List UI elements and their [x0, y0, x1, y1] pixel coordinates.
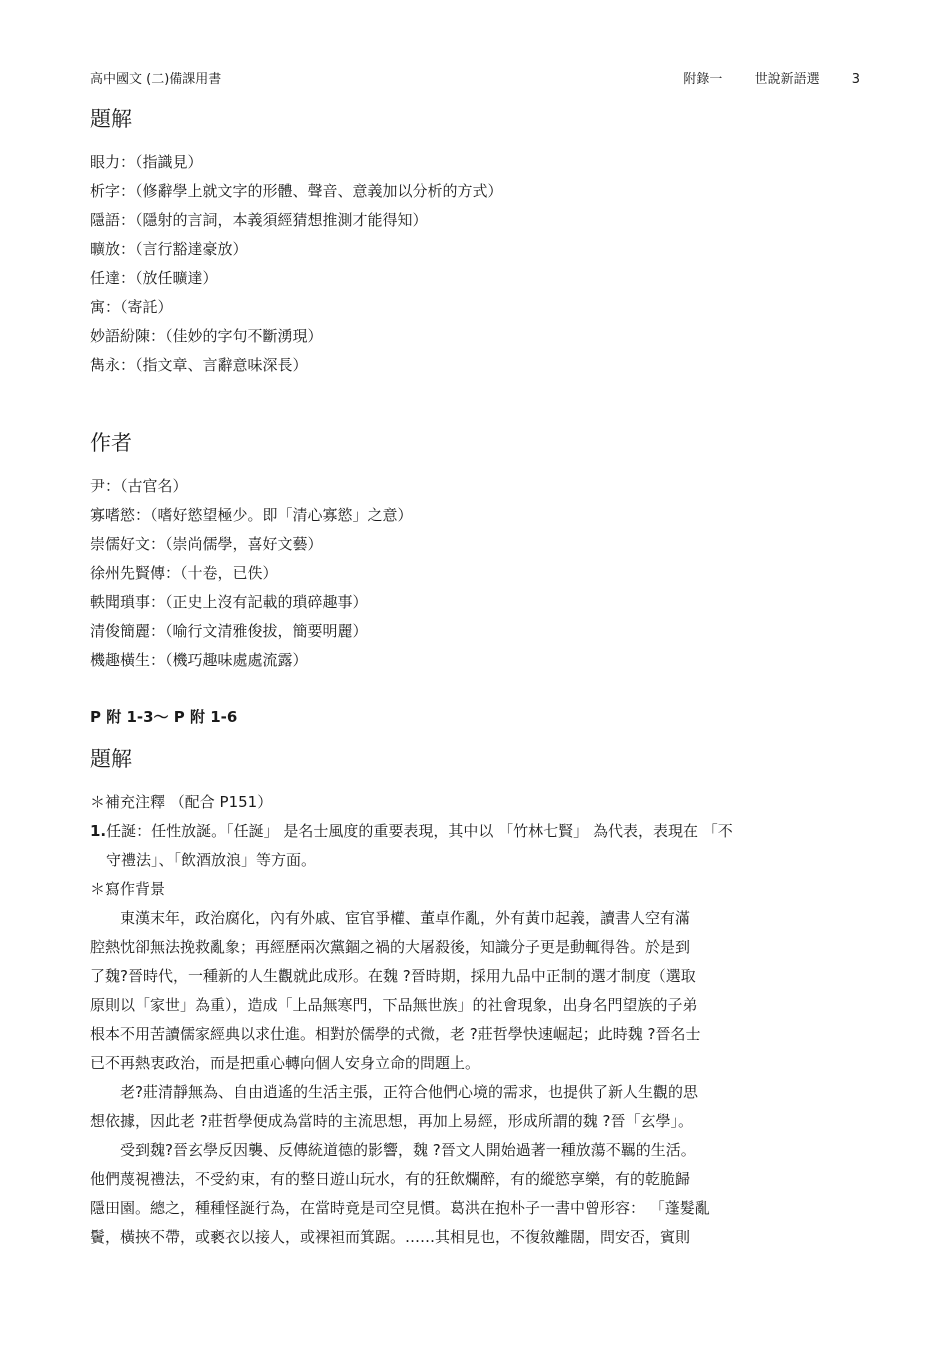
section-title-tijie: 題解: [90, 107, 132, 131]
tijie-glossary: [90, 148, 865, 380]
paragraph-line: 受到魏?晉玄學反因襲、反傳統道德的影響，魏 ?晉文人開始過著一種放蕩不羈的生活。: [120, 1141, 696, 1159]
paragraph-line: 原則以「家世」為重），造成「上品無寒門，下品無世族」的社會現象，出身名門望族的子弟: [90, 996, 698, 1014]
glossary-item: 妙語紛陳：（佳妙的字句不斷湧現）: [90, 327, 323, 345]
header-right: [655, 70, 860, 90]
note-number: 1.: [90, 822, 107, 840]
glossary-item: 寓：（寄託）: [90, 298, 173, 316]
paragraph-line: 了魏?晉時代，一種新的人生觀就此成形。在魏 ?晉時期，採用九品中正制的選才制度（選取: [90, 967, 696, 985]
paragraph-line: 老?莊清靜無為、自由逍遙的生活主張，正符合他們心境的需求，也提供了新人生觀的思: [120, 1083, 698, 1101]
glossary-item: 任達：（放任曠達）: [90, 269, 218, 287]
section-title-tijie-2: 題解: [90, 747, 132, 771]
glossary-item: 寡嗜慾：（嗜好慾望極少。即「清心寡慾」之意）: [90, 506, 413, 524]
page-reference: P 附 1-3～ P 附 1-6: [90, 708, 238, 726]
glossary-item: 軼聞瑣事：（正史上沒有記載的瑣碎趣事）: [90, 593, 368, 611]
paragraph-line: 隱田園。總之，種種怪誕行為，在當時竟是司空見慣。葛洪在抱朴子一書中曾形容： 「蓬髮亂: [90, 1199, 710, 1217]
background-paragraph-2: [90, 1078, 865, 1136]
book-title: 高中國文 (二)備課用書: [90, 72, 222, 87]
glossary-item: 曠放：（言行豁達豪放）: [90, 240, 248, 258]
page-number: 3: [851, 72, 860, 87]
paragraph-line: 想依據，因此老 ?莊哲學便成為當時的主流思想，再加上易經，形成所謂的魏 ?晉「玄學」。: [90, 1112, 693, 1130]
glossary-item: 隱語：（隱射的言詞，本義須經猜想推測才能得知）: [90, 211, 428, 229]
glossary-item: 尹：（古官名）: [90, 477, 188, 495]
glossary-item: 雋永：（指文章、言辭意味深長）: [90, 356, 308, 374]
glossary-item: 析字：（修辭學上就文字的形體、聲音、意義加以分析的方式）: [90, 182, 503, 200]
paragraph-line: 腔熱忱卻無法挽救亂象；再經歷兩次黨錮之禍的大屠殺後，知識分子更是動輒得咎。於是到: [90, 938, 691, 956]
page-header: [90, 70, 860, 90]
paragraph-line: 他們蔑視禮法，不受約束，有的整日遊山玩水，有的狂飲爛醉，有的縱慾享樂，有的乾脆歸: [90, 1170, 691, 1188]
paragraph-line: 鬢，橫挾不帶，或褻衣以接人，或裸袒而箕踞。……其相見也，不復敘離闊，問安否，賓則: [90, 1228, 691, 1246]
background-heading: ＊寫作背景: [90, 880, 166, 898]
section-title-author: 作者: [90, 431, 132, 455]
glossary-item: 機趣橫生：（機巧趣味處處流露）: [90, 651, 308, 669]
appendix-label: 附錄一: [683, 72, 723, 87]
note-item-1: [90, 817, 865, 846]
note-text-line-2: 守禮法」、「飲酒放浪」等方面。: [106, 851, 317, 869]
background-paragraph-1: [90, 904, 865, 1078]
glossary-item: 眼力：（指識見）: [90, 153, 203, 171]
supplement-notes-heading: ＊補充注釋 （配合 P151）: [90, 793, 273, 811]
glossary-item: 徐州先賢傳：（十卷，已佚）: [90, 564, 278, 582]
paragraph-line: 根本不用苦讀儒家經典以求仕進。相對於儒學的式微，老 ?莊哲學快速崛起；此時魏 ?晉名士: [90, 1025, 701, 1043]
author-glossary: [90, 472, 865, 675]
page-content: [90, 104, 865, 1252]
paragraph-line: 已不再熱衷政治，而是把重心轉向個人安身立命的問題上。: [90, 1054, 481, 1072]
note-text-line-1: 任誕：任性放誕。「任誕」 是名士風度的重要表現，其中以 「竹林七賢」 為代表，表現在 「不: [106, 822, 733, 840]
paragraph-line: 東漢末年，政治腐化，內有外戚、宦官爭權、董卓作亂，外有黃巾起義，讀書人空有滿: [120, 909, 691, 927]
chapter-title: 世說新語選: [754, 72, 820, 87]
glossary-item: 崇儒好文：（崇尚儒學，喜好文藝）: [90, 535, 323, 553]
background-paragraph-3: [90, 1136, 865, 1252]
glossary-item: 清俊簡麗：（喻行文清雅俊拔，簡要明麗）: [90, 622, 368, 640]
